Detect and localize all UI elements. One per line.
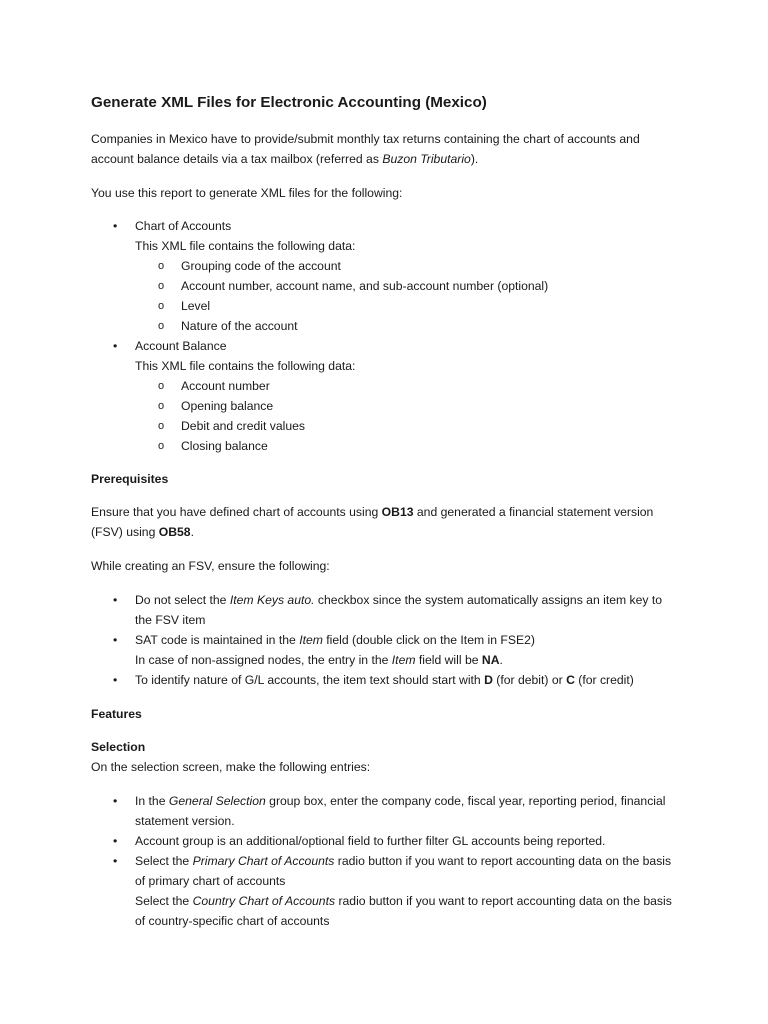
selection-italic: Primary Chart of Accounts <box>192 854 335 868</box>
bullet-icon: • <box>113 854 118 868</box>
list-item <box>91 336 678 356</box>
balance-desc: This XML file contains the following data: <box>135 359 356 373</box>
sub-list-item <box>91 436 678 456</box>
bullet-icon: • <box>113 834 118 848</box>
bullet-icon: • <box>113 673 118 687</box>
fsv-italic: Item Keys auto. <box>229 593 315 607</box>
circle-bullet-icon: o <box>158 420 165 432</box>
sub-list-item <box>91 296 678 316</box>
selection-list <box>91 791 678 931</box>
selection-text: Account group is an additional/optional field to further filter GL accounts being reported. <box>135 834 606 848</box>
sub-item-text: Opening balance <box>181 399 274 413</box>
selection-heading: Selection <box>91 740 146 754</box>
fsv-text: (for credit) <box>574 673 634 687</box>
sub-item-text: Debit and credit values <box>181 419 305 433</box>
sub-item-text: Nature of the account <box>181 319 298 333</box>
chart-label: Chart of Accounts <box>135 219 232 233</box>
selection-text: radio button if you want to report accounting data on the basis of primary chart of accounts <box>135 854 672 888</box>
list-item <box>91 851 678 931</box>
balance-label: Account Balance <box>135 339 227 353</box>
fsv-text: checkbox since the system automatically assigns an item key to the FSV item <box>135 593 663 627</box>
prereq-text: and generated a financial statement version (FSV) using <box>91 505 654 539</box>
bullet-icon: • <box>113 219 118 233</box>
list-item <box>91 791 678 831</box>
selection-italic: General Selection <box>168 794 266 808</box>
fsv-bold: NA <box>481 653 500 667</box>
selection-text: Select the <box>135 854 193 868</box>
fsv-italic: Item <box>299 633 323 647</box>
fsv-text: To identify nature of G/L accounts, the item text should start with <box>135 673 485 687</box>
sub-list-item <box>91 376 678 396</box>
use-paragraph: You use this report to generate XML files for the following: <box>91 186 403 200</box>
sub-list-item <box>91 256 678 276</box>
prerequisites-paragraph <box>91 502 678 542</box>
circle-bullet-icon: o <box>158 440 165 452</box>
prereq-code-ob13: OB13 <box>381 505 414 519</box>
sub-item-text: Closing balance <box>181 439 268 453</box>
selection-text: Select the <box>135 894 193 908</box>
fsv-text: field (double click on the Item in FSE2) <box>322 633 535 647</box>
features-heading: Features <box>91 707 142 721</box>
page-title: Generate XML Files for Electronic Accounting (Mexico) <box>91 94 487 111</box>
list-item <box>91 216 678 236</box>
bullet-icon: • <box>113 339 118 353</box>
fsv-italic: Item <box>391 653 416 667</box>
selection-intro: On the selection screen, make the following entries: <box>91 760 371 774</box>
bullet-icon: • <box>113 794 118 808</box>
selection-text: radio button if you want to report accounting data on the basis of country-specific chart of accounts <box>135 894 672 928</box>
selection-text: group box, enter the company code, fiscal year, reporting period, financial statement version. <box>135 794 666 828</box>
circle-bullet-icon: o <box>158 320 165 332</box>
bullet-icon: • <box>113 593 118 607</box>
prereq-text-end: . <box>190 525 194 539</box>
bullet-icon: • <box>113 633 118 647</box>
circle-bullet-icon: o <box>158 380 165 392</box>
circle-bullet-icon: o <box>158 300 165 312</box>
fsv-bold: D <box>484 673 493 687</box>
fsv-text: (for debit) or <box>492 673 567 687</box>
sub-item-text: Level <box>181 299 211 313</box>
fsv-text: SAT code is maintained in the <box>135 633 300 647</box>
sub-item-text: Account number <box>181 379 270 393</box>
fsv-text: . <box>499 653 503 667</box>
prereq-code-ob58: OB58 <box>158 525 191 539</box>
selection-italic: Country Chart of Accounts <box>192 894 336 908</box>
list-item <box>91 670 678 690</box>
circle-bullet-icon: o <box>158 260 165 272</box>
fsv-intro: While creating an FSV, ensure the following: <box>91 559 330 573</box>
sub-list-item <box>91 316 678 336</box>
circle-bullet-icon: o <box>158 400 165 412</box>
selection-text: In the <box>135 794 169 808</box>
prerequisites-heading: Prerequisites <box>91 472 169 486</box>
fsv-bold: C <box>566 673 575 687</box>
fsv-list <box>91 590 678 690</box>
sub-list-item <box>91 416 678 436</box>
fsv-text: field will be <box>415 653 482 667</box>
intro-text-end: ). <box>470 152 479 166</box>
circle-bullet-icon: o <box>158 280 165 292</box>
sub-item-text: Grouping code of the account <box>181 259 341 273</box>
sub-list-item <box>91 276 678 296</box>
fsv-text: In case of non-assigned nodes, the entry in the <box>135 653 392 667</box>
prereq-text: Ensure that you have defined chart of accounts using <box>91 505 382 519</box>
chart-desc: This XML file contains the following data: <box>135 239 356 253</box>
fsv-text: Do not select the <box>135 593 230 607</box>
report-outputs-list <box>91 216 678 456</box>
intro-italic: Buzon Tributario <box>382 152 471 166</box>
sub-list-item <box>91 396 678 416</box>
list-item <box>91 590 678 630</box>
sub-item-text: Account number, account name, and sub-account number (optional) <box>181 279 549 293</box>
intro-text: Companies in Mexico have to provide/submit monthly tax returns containing the chart of accounts and account balance details via a tax mailbox (referred as <box>91 132 640 166</box>
intro-paragraph <box>91 129 678 169</box>
list-item <box>91 630 678 670</box>
list-item <box>91 831 678 851</box>
